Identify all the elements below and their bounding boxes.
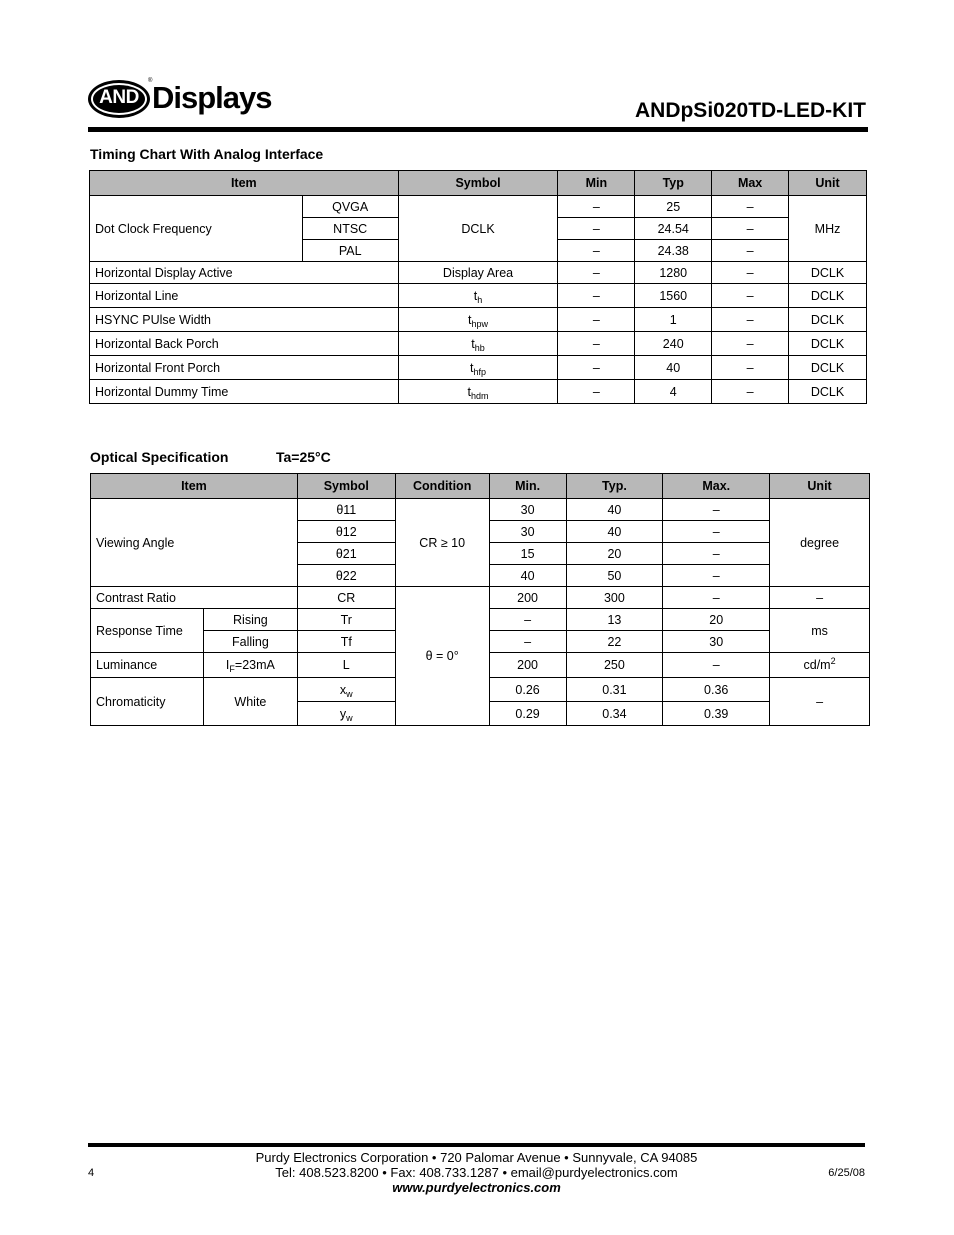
footer-contact: Tel: 408.523.8200 • Fax: 408.733.1287 • email@purdyelectronics.com (275, 1165, 678, 1180)
chroma-x-sym: x (339, 682, 347, 697)
timing-min: – (558, 308, 635, 332)
timing-item: Horizontal Line (90, 284, 399, 308)
timing-symbol-sub: hpw (471, 318, 489, 329)
timing-max: – (712, 332, 789, 356)
contrast-ratio-item: Contrast Ratio (91, 587, 298, 609)
response-time-unit: ms (770, 609, 870, 653)
timing-max: – (712, 284, 789, 308)
table-row (90, 196, 867, 218)
luminance-cond-sub: F (229, 664, 235, 674)
timing-typ: 1560 (635, 284, 712, 308)
chromaticity-x-symbol (297, 678, 395, 702)
timing-header-item: Item (90, 171, 399, 196)
dot-clock-max: – (712, 218, 789, 240)
chromaticity-x-typ: 0.31 (566, 678, 663, 702)
chromaticity-white: White (203, 678, 297, 726)
contrast-ratio-typ: 300 (566, 587, 663, 609)
timing-typ: 40 (635, 356, 712, 380)
luminance-max: – (663, 653, 770, 678)
chromaticity-y-min: 0.29 (489, 702, 566, 726)
dot-clock-max: – (712, 240, 789, 262)
timing-unit: DCLK (789, 262, 867, 284)
timing-typ: 4 (635, 380, 712, 404)
luminance-unit-sup: 2 (830, 656, 836, 666)
timing-item: HSYNC PUlse Width (90, 308, 399, 332)
timing-item: Horizontal Display Active (90, 262, 399, 284)
viewing-angle-min: 15 (489, 543, 566, 565)
timing-symbol-main: t (467, 384, 471, 399)
timing-max: – (712, 356, 789, 380)
viewing-angle-item: Viewing Angle (91, 499, 298, 587)
contrast-ratio-symbol: CR (297, 587, 395, 609)
timing-typ: 1280 (635, 262, 712, 284)
timing-symbol-sub: h (477, 294, 483, 305)
response-falling-typ: 22 (566, 631, 663, 653)
timing-symbol-main: t (471, 336, 475, 351)
response-rising-symbol: Tr (297, 609, 395, 631)
logo-and-text: AND (99, 87, 139, 108)
luminance-condition (203, 653, 297, 678)
timing-typ: 1 (635, 308, 712, 332)
table-row (90, 332, 867, 356)
viewing-angle-min: 30 (489, 521, 566, 543)
timing-min: – (558, 356, 635, 380)
response-falling-symbol: Tf (297, 631, 395, 653)
timing-symbol (398, 356, 558, 380)
viewing-angle-typ: 40 (566, 499, 663, 521)
viewing-angle-typ: 20 (566, 543, 663, 565)
viewing-angle-min: 30 (489, 499, 566, 521)
optical-header-symbol: Symbol (297, 474, 395, 499)
timing-item: Horizontal Front Porch (90, 356, 399, 380)
dot-clock-sub: QVGA (302, 196, 398, 218)
dot-clock-typ: 24.54 (635, 218, 712, 240)
timing-header-typ: Typ (635, 171, 712, 196)
dot-clock-min: – (558, 240, 635, 262)
response-falling-max: 30 (663, 631, 770, 653)
viewing-angle-symbol: θ22 (297, 565, 395, 587)
chromaticity-x-min: 0.26 (489, 678, 566, 702)
timing-unit: DCLK (789, 380, 867, 404)
response-rising-label: Rising (203, 609, 297, 631)
timing-symbol-main: Display Area (442, 265, 514, 280)
timing-symbol (398, 284, 558, 308)
timing-header-min: Min (558, 171, 635, 196)
viewing-angle-unit: degree (770, 499, 870, 587)
timing-symbol (398, 308, 558, 332)
footer-website-link[interactable]: www.purdyelectronics.com (392, 1180, 561, 1195)
chromaticity-item: Chromaticity (91, 678, 204, 726)
chroma-y-sub: w (346, 712, 353, 723)
timing-header-max: Max (712, 171, 789, 196)
table-row (91, 587, 870, 609)
luminance-cond-main: I (225, 658, 230, 672)
optical-header-item: Item (91, 474, 298, 499)
viewing-angle-symbol: θ12 (297, 521, 395, 543)
dot-clock-sub: PAL (302, 240, 398, 262)
timing-unit: DCLK (789, 356, 867, 380)
contrast-ratio-min: 200 (489, 587, 566, 609)
optical-temperature: Ta=25°C (276, 449, 331, 465)
luminance-cond-rest: =23mA (234, 658, 275, 672)
optical-header-row (91, 474, 870, 499)
optical-table (90, 473, 870, 726)
response-rising-min: – (489, 609, 566, 631)
timing-section-title: Timing Chart With Analog Interface (90, 146, 324, 162)
luminance-unit-main: cd/m (803, 658, 831, 672)
response-falling-label: Falling (203, 631, 297, 653)
viewing-angle-max: – (663, 543, 770, 565)
viewing-angle-min: 40 (489, 565, 566, 587)
table-row (91, 499, 870, 521)
timing-symbol-main: t (470, 360, 474, 375)
document-date: 6/25/08 (828, 1167, 865, 1179)
viewing-angle-max: – (663, 565, 770, 587)
chromaticity-y-max: 0.39 (663, 702, 770, 726)
contrast-ratio-max: – (663, 587, 770, 609)
timing-symbol (398, 262, 558, 284)
response-falling-min: – (489, 631, 566, 653)
footer-address: Purdy Electronics Corporation • 720 Palomar Avenue • Sunnyvale, CA 94085 (255, 1150, 698, 1165)
viewing-angle-typ: 50 (566, 565, 663, 587)
response-time-item: Response Time (91, 609, 204, 653)
dot-clock-max: – (712, 196, 789, 218)
timing-header-unit: Unit (789, 171, 867, 196)
luminance-symbol: L (297, 653, 395, 678)
luminance-item: Luminance (91, 653, 204, 678)
timing-unit: DCLK (789, 308, 867, 332)
timing-typ: 240 (635, 332, 712, 356)
timing-item: Horizontal Back Porch (90, 332, 399, 356)
timing-max: – (712, 380, 789, 404)
timing-header-symbol: Symbol (398, 171, 558, 196)
timing-unit: DCLK (789, 284, 867, 308)
dot-clock-typ: 25 (635, 196, 712, 218)
optical-header-typ: Typ. (566, 474, 663, 499)
viewing-angle-symbol: θ21 (297, 543, 395, 565)
timing-symbol (398, 332, 558, 356)
timing-max: – (712, 308, 789, 332)
timing-min: – (558, 380, 635, 404)
timing-table (89, 170, 867, 404)
luminance-min: 200 (489, 653, 566, 678)
logo-displays-text: Displays (152, 80, 272, 115)
luminance-typ: 250 (566, 653, 663, 678)
footer-rule (88, 1143, 865, 1147)
viewing-angle-max: – (663, 499, 770, 521)
dot-clock-item: Dot Clock Frequency (90, 196, 303, 262)
table-row (90, 308, 867, 332)
timing-min: – (558, 262, 635, 284)
timing-min: – (558, 284, 635, 308)
dot-clock-min: – (558, 196, 635, 218)
luminance-unit (770, 653, 870, 678)
chromaticity-x-max: 0.36 (663, 678, 770, 702)
contrast-ratio-unit: – (770, 587, 870, 609)
viewing-angle-max: – (663, 521, 770, 543)
table-row (90, 262, 867, 284)
table-row (90, 380, 867, 404)
viewing-angle-condition: CR ≥ 10 (395, 499, 489, 587)
optical-header-max: Max. (663, 474, 770, 499)
timing-symbol-main: t (468, 312, 472, 327)
chromaticity-y-symbol (297, 702, 395, 726)
timing-symbol-main: t (473, 288, 478, 303)
dot-clock-typ: 24.38 (635, 240, 712, 262)
optical-condition-theta: θ = 0° (395, 587, 489, 726)
logo-registered-mark: ® (148, 78, 153, 84)
response-rising-max: 20 (663, 609, 770, 631)
header-rule (88, 127, 868, 132)
viewing-angle-typ: 40 (566, 521, 663, 543)
dot-clock-sub: NTSC (302, 218, 398, 240)
table-row (90, 356, 867, 380)
table-row (90, 284, 867, 308)
viewing-angle-symbol: θ11 (297, 499, 395, 521)
timing-symbol-sub: hfp (473, 366, 487, 377)
page-number: 4 (88, 1167, 95, 1179)
chromaticity-y-typ: 0.34 (566, 702, 663, 726)
dot-clock-symbol: DCLK (398, 196, 558, 262)
timing-min: – (558, 332, 635, 356)
timing-header-row (90, 171, 867, 196)
chroma-x-sub: w (346, 688, 353, 699)
timing-symbol-sub: hdm (471, 390, 489, 401)
chroma-y-sym: y (339, 706, 347, 721)
optical-header-unit: Unit (770, 474, 870, 499)
timing-symbol-sub: hb (474, 342, 485, 353)
chromaticity-unit: – (770, 678, 870, 726)
optical-header-condition: Condition (395, 474, 489, 499)
timing-symbol (398, 380, 558, 404)
dot-clock-unit: MHz (789, 196, 867, 262)
optical-header-min: Min. (489, 474, 566, 499)
timing-max: – (712, 262, 789, 284)
timing-item: Horizontal Dummy Time (90, 380, 399, 404)
optical-section-title: Optical Specification (90, 449, 229, 465)
dot-clock-min: – (558, 218, 635, 240)
response-rising-typ: 13 (566, 609, 663, 631)
document-title: ANDpSi020TD-LED-KIT (634, 99, 866, 122)
timing-unit: DCLK (789, 332, 867, 356)
